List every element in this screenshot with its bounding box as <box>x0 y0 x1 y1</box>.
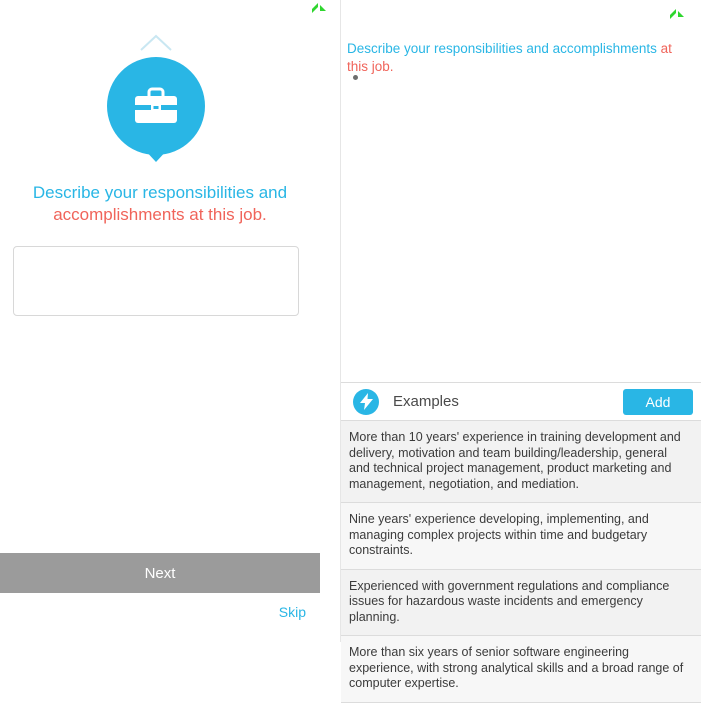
left-prompt-red: accomplishments at this job. <box>53 205 267 224</box>
skip-link[interactable]: Skip <box>278 604 306 620</box>
resize-corner-marker[interactable] <box>670 8 684 20</box>
examples-title: Examples <box>393 393 459 410</box>
list-item[interactable]: Nine years' experience developing, implementing, and managing complex projects within time and budgetary constraints. <box>341 503 701 570</box>
left-prompt-blue: Describe your responsibilities and <box>32 183 288 202</box>
right-preview-pane <box>340 0 700 690</box>
bolt-icon <box>353 389 379 415</box>
bubble-tail <box>143 148 169 162</box>
next-button[interactable]: Next <box>0 553 320 593</box>
add-button[interactable]: Add <box>623 389 693 415</box>
examples-list[interactable] <box>341 421 701 690</box>
examples-header <box>341 383 701 421</box>
bullet-list-item[interactable] <box>347 68 695 86</box>
answer-input-value <box>14 247 298 263</box>
left-prompt-text <box>16 182 304 226</box>
job-icon-bubble <box>107 57 205 155</box>
examples-panel <box>341 382 701 690</box>
bullet-dot-icon <box>353 75 358 80</box>
answer-input[interactable] <box>13 246 299 316</box>
list-item[interactable]: More than six years of senior software engineering experience, with strong analytical skills and a broad range of computer expertise. <box>341 636 701 703</box>
right-prompt-blue: Describe your responsibilities and accomplishments <box>347 41 657 56</box>
right-prompt-red: at this job. <box>347 41 672 74</box>
left-form-pane <box>0 0 320 642</box>
list-item[interactable]: More than 10 years' experience in training development and delivery, motivation and team building/leadership, general and technical project management, product marketing and management, negotiation, and mediation. <box>341 421 701 503</box>
chevron-up-icon[interactable] <box>140 34 172 52</box>
resize-corner-marker[interactable] <box>312 2 326 14</box>
list-item[interactable]: Experienced with government regulations and compliance issues for hazardous waste incidents and emergency planning. <box>341 570 701 637</box>
briefcase-icon <box>133 87 179 125</box>
